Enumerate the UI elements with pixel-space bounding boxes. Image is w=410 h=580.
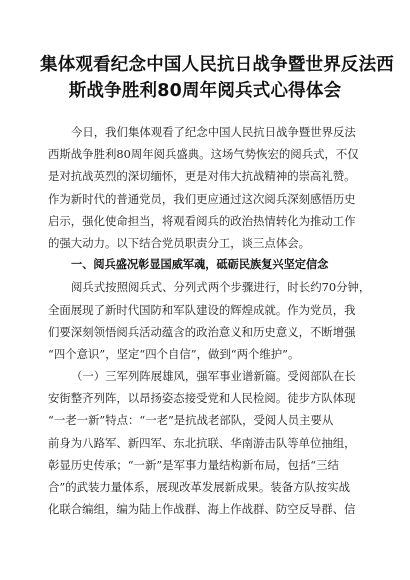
- document-title: [40, 52, 394, 104]
- title-line-1: 集体观看纪念中国人民抗日战争暨世界反法西: [40, 55, 394, 75]
- paragraph-line: 们要深刻领悟阅兵活动蕴含的政治意义和历史意义，不断增强: [48, 324, 356, 339]
- paragraph-line: 启示，强化使命担当，将观看阅兵的政治热情转化为推动工作: [48, 213, 356, 228]
- paragraph-line: 西斯战争胜利80周年阅兵盛典。这场气势恢宏的阅兵式，不仅: [48, 147, 359, 162]
- paragraph-line: 阅兵式按照阅兵式、分列式两个步骤进行，时长约70分钟，: [71, 280, 371, 295]
- paragraph-line: 前身为八路军、新四军、东北抗联、华南游击队等单位抽组，: [48, 435, 356, 450]
- paragraph-line: “四个意识”，坚定“四个自信”，做到“两个维护”。: [48, 346, 300, 361]
- paragraph-line: （一）三军列阵展雄风，强军事业谱新篇。受阅部队在长: [71, 369, 356, 384]
- paragraph-line: 作为新时代的普通党员，我们更应通过这次阅兵深刻感悟历史: [48, 191, 356, 206]
- paragraph-line: 全面展现了新时代国防和军队建设的辉煌成就。作为党员，我: [48, 302, 356, 317]
- paragraph-line: 安街整齐列阵，以昂扬姿态接受党和人民检阅。徒步方队体现: [48, 391, 356, 406]
- paragraph-line: 化联合编组，编为陆上作战群、海上作战群、防空反导群、信: [48, 502, 356, 517]
- paragraph-line: 彰显历史传承；“一新”是军事力量结构新布局，包括“三结: [48, 457, 339, 472]
- paragraph-line: 是对抗战英烈的深切缅怀，更是对伟大抗战精神的崇高礼赞。: [48, 169, 356, 184]
- title-line-2: 斯战争胜利80周年阅兵式心得体会: [68, 81, 342, 101]
- document-body: [48, 121, 371, 520]
- paragraph-line: “一老一新”特点：“一老”是抗战老部队，受阅人员主要从: [48, 413, 334, 428]
- paragraph-line: 的强大动力。以下结合党员职责分工，谈三点体会。: [48, 235, 310, 250]
- section-heading: 一、阅兵盛况彰显国威军魂，砥砺民族复兴坚定信念: [71, 258, 329, 272]
- paragraph-line: 今日，我们集体观看了纪念中国人民抗日战争暨世界反法: [71, 125, 356, 139]
- paragraph-line: 合”的武装力量体系，展现改革发展新成果。装备方队按实战: [48, 480, 350, 494]
